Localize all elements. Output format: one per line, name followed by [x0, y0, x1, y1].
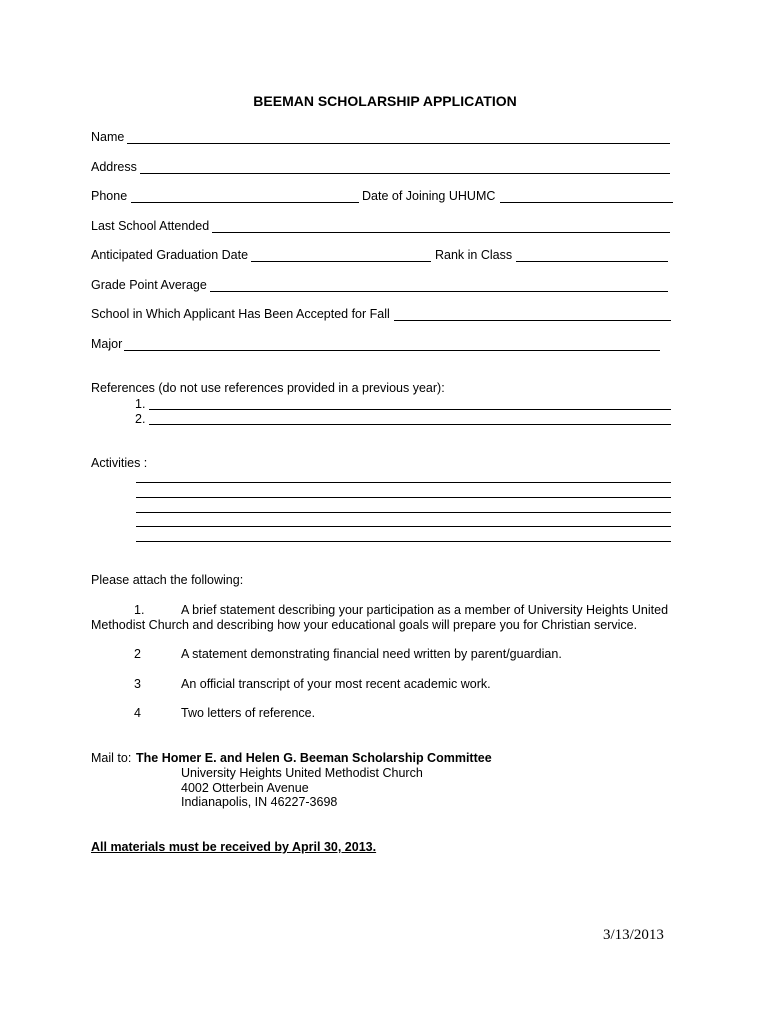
attach-item-text: A brief statement describing your participation as a member of University Heights United [181, 603, 669, 617]
address-line: Indianapolis, IN 46227-3698 [181, 795, 338, 809]
activities-line[interactable] [136, 512, 671, 513]
address-label: Address [91, 160, 137, 174]
deadline-notice: All materials must be received by April 30, 2013. [91, 840, 377, 854]
school-fall-label: School in Which Applicant Has Been Accepted for Fall [91, 307, 390, 321]
activities-line[interactable] [136, 526, 671, 527]
activities-label: Activities : [91, 456, 148, 470]
major-label: Major [91, 337, 123, 351]
phone-field[interactable] [131, 202, 359, 203]
activities-line[interactable] [136, 497, 671, 498]
reference-number: 2. [135, 412, 146, 426]
attach-item-text: Methodist Church and describing how your educational goals will prepare you for Christian service. [91, 618, 638, 632]
address-line: 4002 Otterbein Avenue [181, 781, 309, 795]
address-field[interactable] [140, 173, 670, 174]
gpa-field[interactable] [210, 291, 668, 292]
date-joining-label: Date of Joining UHUMC [362, 189, 496, 203]
graduation-date-label: Anticipated Graduation Date [91, 248, 249, 262]
activities-line[interactable] [136, 482, 671, 483]
reference-2-field[interactable] [149, 424, 671, 425]
mail-label: Mail to: [91, 751, 132, 765]
attach-item-text: Two letters of reference. [181, 706, 316, 720]
last-school-label: Last School Attended [91, 219, 210, 233]
school-fall-field[interactable] [394, 320, 671, 321]
rank-label: Rank in Class [435, 248, 513, 262]
phone-label: Phone [91, 189, 128, 203]
name-label: Name [91, 130, 125, 144]
last-school-field[interactable] [212, 232, 670, 233]
references-label: References (do not use references provided in a previous year): [91, 381, 445, 395]
attach-item-number: 3 [134, 677, 141, 691]
major-field[interactable] [124, 350, 660, 351]
name-field[interactable] [127, 143, 670, 144]
committee-name: The Homer E. and Helen G. Beeman Scholarship Committee [136, 751, 492, 765]
rank-field[interactable] [516, 261, 668, 262]
activities-line[interactable] [136, 541, 671, 542]
attach-item-text: An official transcript of your most recent academic work. [181, 677, 491, 691]
address-line: University Heights United Methodist Church [181, 766, 423, 780]
reference-1-field[interactable] [149, 409, 671, 410]
attach-item-number: 4 [134, 706, 141, 720]
attach-item-number: 1. [134, 603, 145, 617]
footer-date: 3/13/2013 [603, 927, 664, 943]
reference-number: 1. [135, 397, 146, 411]
attach-item-text: A statement demonstrating financial need written by parent/guardian. [181, 647, 562, 661]
date-joining-field[interactable] [500, 202, 673, 203]
gpa-label: Grade Point Average [91, 278, 207, 292]
attach-label: Please attach the following: [91, 573, 244, 587]
graduation-date-field[interactable] [251, 261, 431, 262]
attach-item-number: 2 [134, 647, 141, 661]
page-title: BEEMAN SCHOLARSHIP APPLICATION [253, 93, 517, 109]
